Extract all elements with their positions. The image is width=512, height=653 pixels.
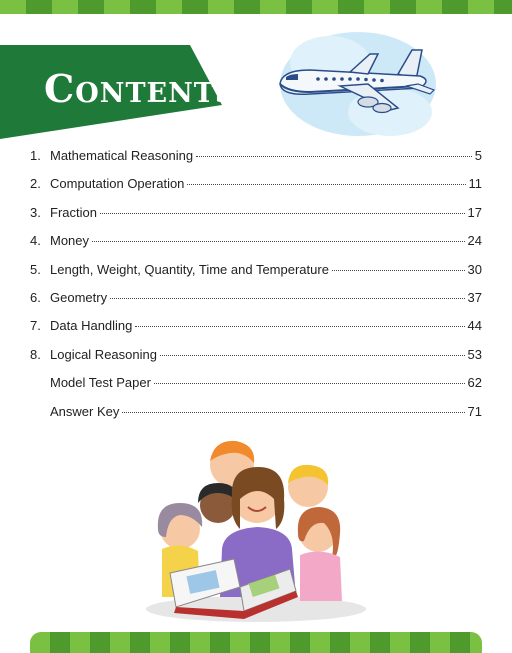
table-of-contents — [30, 148, 482, 432]
toc-number: 5. — [30, 261, 41, 277]
toc-leader — [92, 241, 465, 242]
toc-entry[interactable] — [30, 233, 482, 261]
toc-page: 5 — [474, 148, 482, 163]
airplane-illustration — [270, 22, 440, 142]
toc-entry[interactable] — [30, 205, 482, 233]
toc-label: Length, Weight, Quantity, Time and Temperature — [50, 261, 329, 277]
toc-leader — [122, 412, 464, 413]
toc-entry[interactable] — [30, 375, 482, 403]
toc-entry[interactable] — [30, 290, 482, 318]
toc-page: 24 — [467, 233, 482, 249]
toc-leader — [110, 298, 464, 299]
toc-number: 7. — [30, 318, 41, 334]
toc-label: Mathematical Reasoning — [50, 148, 194, 163]
toc-number: 1. — [30, 148, 41, 163]
toc-leader — [154, 383, 465, 384]
toc-number: 4. — [30, 233, 41, 249]
toc-number: 6. — [30, 289, 41, 305]
toc-number: 8. — [30, 346, 41, 362]
toc-page: 53 — [467, 346, 482, 362]
toc-label: Computation Operation — [50, 176, 185, 192]
toc-entry[interactable] — [30, 318, 482, 346]
toc-page: 62 — [467, 375, 482, 391]
toc-label: Data Handling — [50, 318, 133, 334]
toc-page: 71 — [467, 403, 482, 419]
toc-entry[interactable] — [30, 347, 482, 375]
toc-leader — [160, 355, 465, 356]
toc-leader — [196, 156, 472, 157]
page-title: Contents — [44, 66, 236, 111]
toc-page: 37 — [467, 289, 482, 305]
toc-entry[interactable] — [30, 404, 482, 432]
toc-leader — [187, 184, 465, 185]
toc-leader — [100, 213, 465, 214]
children-reading-illustration — [140, 437, 372, 623]
toc-label: Model Test Paper — [50, 375, 151, 391]
toc-entry[interactable] — [30, 176, 482, 204]
toc-label: Answer Key — [50, 403, 120, 419]
toc-leader — [135, 326, 464, 327]
toc-label: Fraction — [50, 204, 97, 220]
toc-number: 3. — [30, 204, 41, 220]
top-decorative-border — [0, 0, 512, 14]
toc-entry[interactable] — [30, 148, 482, 176]
toc-entry[interactable] — [30, 262, 482, 290]
toc-page: 44 — [467, 318, 482, 334]
toc-label: Geometry — [50, 289, 108, 305]
toc-page: 11 — [468, 176, 482, 192]
toc-number: 2. — [30, 176, 41, 192]
bottom-decorative-border — [30, 632, 482, 653]
toc-page: 30 — [467, 261, 482, 277]
toc-label: Logical Reasoning — [50, 346, 157, 362]
toc-label: Money — [50, 233, 90, 249]
toc-leader — [332, 270, 465, 271]
toc-page: 17 — [467, 204, 482, 220]
